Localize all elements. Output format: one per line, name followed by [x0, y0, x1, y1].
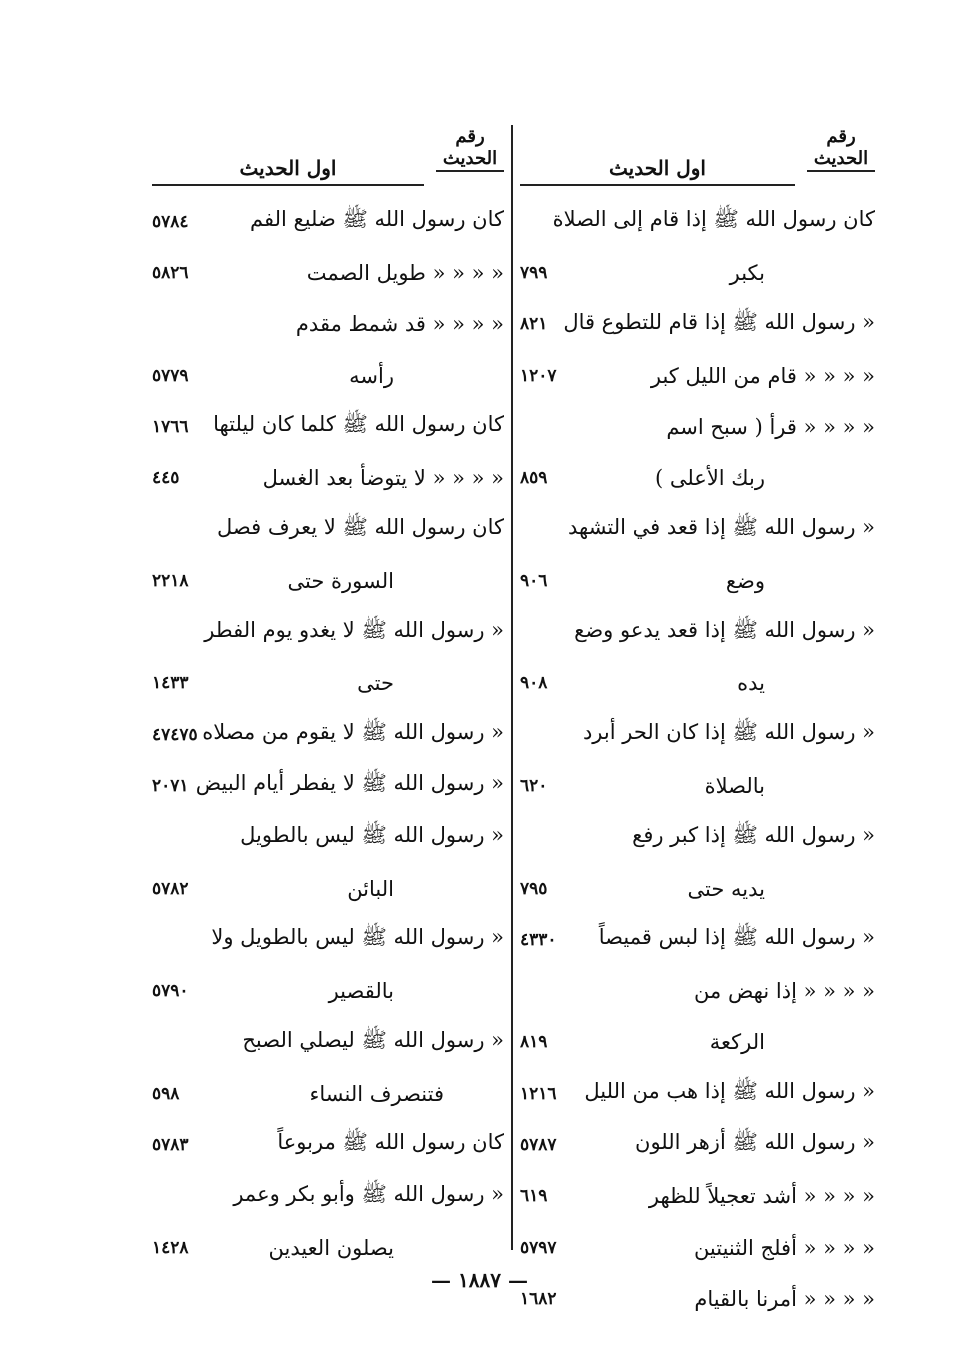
index-row — [520, 1068, 875, 1119]
hadith-opening-text: فتنصرف النساء — [309, 1081, 444, 1106]
page-number: — ١٨٨٧ — — [431, 1268, 528, 1292]
hadith-opening-text: الركعة — [709, 1030, 765, 1055]
hadith-number: ٨١٩ — [520, 1032, 548, 1053]
hadith-opening-text: « رسول الله ﷺ إذا لبس قميصاً — [598, 925, 875, 950]
hadith-opening-text: « « « « لا يتوضأ بعد الغسل — [262, 466, 504, 491]
index-row — [152, 1222, 504, 1273]
index-row — [520, 1171, 875, 1222]
index-row — [152, 606, 504, 657]
hadith-number: ٧٩٩ — [520, 262, 548, 283]
hadith-number: ٥٧٩٧ — [520, 1237, 557, 1258]
hadith-number: ٥٧٨٢ — [152, 878, 189, 899]
index-row — [520, 914, 875, 965]
index-row — [520, 196, 875, 247]
hadith-number: ١٢١٦ — [520, 1083, 557, 1104]
hadith-opening-text: « رسول الله ﷺ ليس بالطويل — [240, 822, 504, 847]
hadith-opening-text: البائن — [347, 876, 394, 901]
index-row — [520, 555, 875, 606]
hadith-number: ١٧٦٦ — [152, 416, 189, 437]
index-row — [152, 401, 504, 452]
hadith-opening-text: ربك الأعلى ) — [654, 466, 765, 491]
hadith-opening-text: « رسول الله ﷺ وأبو بكر وعمر — [233, 1181, 504, 1206]
index-row — [152, 1017, 504, 1068]
index-row — [520, 401, 875, 452]
hadith-opening-text: « رسول الله ﷺ ليس بالطويل ولا — [211, 925, 504, 950]
hadith-opening-text: « « « « قرأ ( سبح اسم — [666, 414, 875, 439]
hadith-number: ٩٠٦ — [520, 570, 548, 591]
index-row — [520, 606, 875, 657]
hadith-opening-text: بالقصير — [328, 979, 394, 1004]
index-row — [152, 914, 504, 965]
index-row — [152, 196, 504, 247]
index-row — [520, 812, 875, 863]
hadith-opening-text: السورة حتى — [287, 568, 394, 593]
hadith-opening-text: « رسول الله ﷺ إذا قعد في التشهد — [568, 514, 875, 539]
hadith-opening-text: يده — [737, 671, 765, 696]
hadith-opening-text: كان رسول الله ﷺ مربوعاً — [277, 1130, 504, 1155]
index-row — [152, 965, 504, 1016]
hadith-opening-text: بكبر — [729, 260, 765, 285]
hadith-opening-text: « رسول الله ﷺ إذا كان الحر أبرد — [582, 720, 875, 745]
hadith-opening-text: « « « « أمرنا بالقيام — [694, 1286, 875, 1311]
hadith-opening-text: « رسول الله ﷺ إذا هب من الليل — [584, 1079, 875, 1104]
hadith-opening-text: « رسول الله ﷺ لا يقوم من مصلاه — [202, 720, 504, 745]
index-row — [520, 299, 875, 350]
hadith-heading: اول الحديث — [152, 156, 424, 186]
index-row — [152, 350, 504, 401]
hadith-number: ٢٢١٨ — [152, 570, 189, 591]
hadith-opening-text: يصلون العيدين — [268, 1235, 394, 1260]
hadith-opening-text: بالصلاة — [704, 773, 765, 798]
hadith-opening-text: « رسول الله ﷺ أزهر اللون — [635, 1130, 875, 1155]
index-row — [152, 812, 504, 863]
index-row — [152, 1171, 504, 1222]
hadith-number: ٤٤٥ — [152, 468, 180, 489]
right-column — [520, 118, 875, 1325]
hadith-number: ٨٥٩ — [520, 468, 548, 489]
index-row — [520, 504, 875, 555]
index-row — [520, 1119, 875, 1170]
hadith-opening-text: « « « « قد شمط مقدم — [295, 312, 504, 337]
hadith-number: ٥٩٨ — [152, 1083, 180, 1104]
index-row — [152, 247, 504, 298]
index-row — [152, 1068, 504, 1119]
hadith-number: ١٦٨٢ — [520, 1288, 557, 1309]
index-row — [520, 709, 875, 760]
index-row — [520, 1017, 875, 1068]
hadith-number: ٩٠٨ — [520, 673, 548, 694]
index-row — [152, 504, 504, 555]
right-rows — [520, 196, 875, 1325]
hadith-opening-text: « « « « قام من الليل كبر — [650, 363, 875, 388]
number-heading-line1: رقم — [455, 126, 485, 147]
index-row — [152, 863, 504, 914]
column-header — [152, 118, 504, 196]
column-divider — [511, 125, 513, 1250]
index-row — [520, 350, 875, 401]
hadith-number: ٦١٩ — [520, 1186, 548, 1207]
hadith-opening-text: « « « « إذا نهض من — [694, 979, 875, 1004]
hadith-number: ٧٩٥ — [520, 878, 548, 899]
index-row — [520, 965, 875, 1016]
number-heading-line1: رقم — [826, 126, 856, 147]
hadith-opening-text: « رسول الله ﷺ لا يفطر أيام البيض — [195, 771, 504, 796]
index-row — [152, 760, 504, 811]
index-row — [520, 452, 875, 503]
index-row — [520, 863, 875, 914]
left-rows — [152, 196, 504, 1273]
index-row — [520, 760, 875, 811]
hadith-opening-text: « رسول الله ﷺ إذا كبر رفع — [632, 822, 875, 847]
hadith-opening-text: « « « « أشد تعجيلاً للظهر — [648, 1184, 875, 1209]
hadith-opening-text: كان رسول الله ﷺ إذا قام إلى الصلاة — [552, 207, 875, 232]
index-row — [152, 299, 504, 350]
hadith-opening-text: رأسه — [349, 363, 394, 388]
hadith-number: ٥٧٧٩ — [152, 365, 189, 386]
hadith-number: ٤٧٤٧٥ — [152, 724, 198, 745]
hadith-number: ٢٠٧١ — [152, 775, 189, 796]
index-row — [152, 1119, 504, 1170]
hadith-number: ٥٧٨٣ — [152, 1134, 189, 1155]
hadith-number: ٥٨٢٦ — [152, 262, 189, 283]
hadith-opening-text: « رسول الله ﷺ إذا قعد يدعو وضع — [574, 617, 875, 642]
hadith-opening-text: « رسول الله ﷺ لا يغدو يوم الفطر — [204, 617, 504, 642]
hadith-opening-text: حتى — [357, 671, 394, 696]
index-row — [152, 709, 504, 760]
index-row — [520, 1222, 875, 1273]
index-row — [520, 247, 875, 298]
number-heading-line2: الحديث — [807, 148, 875, 172]
hadith-opening-text: « رسول الله ﷺ إذا قام للتطوع قال — [563, 309, 875, 334]
hadith-opening-text: وضع — [725, 568, 765, 593]
hadith-number: ٤٣٣٠ — [520, 929, 557, 950]
hadith-number: ٥٧٨٧ — [520, 1134, 557, 1155]
hadith-heading: اول الحديث — [520, 156, 795, 186]
hadith-number: ٨٢١ — [520, 314, 548, 335]
number-heading — [807, 126, 875, 172]
index-row — [152, 555, 504, 606]
hadith-number: ٦٢٠ — [520, 775, 548, 796]
index-row — [152, 658, 504, 709]
hadith-number: ٥٧٨٤ — [152, 211, 189, 232]
hadith-opening-text: يديه حتى — [687, 876, 765, 901]
column-header — [520, 118, 875, 196]
hadith-opening-text: كان رسول الله ﷺ لا يعرف فصل — [217, 514, 504, 539]
hadith-opening-text: « « « « أفلج الثنيتين — [693, 1235, 875, 1260]
number-heading — [436, 126, 504, 172]
hadith-number: ١٢٠٧ — [520, 365, 557, 386]
hadith-number: ١٤٣٣ — [152, 673, 189, 694]
hadith-opening-text: « « « « طويل الصمت — [306, 260, 504, 285]
number-heading-line2: الحديث — [436, 148, 504, 172]
hadith-opening-text: كان رسول الله ﷺ ضليع الفم — [250, 207, 504, 232]
hadith-number: ٥٧٩٠ — [152, 981, 189, 1002]
left-column — [152, 118, 504, 1273]
hadith-opening-text: « رسول الله ﷺ ليصلي الصبح — [242, 1027, 504, 1052]
index-row — [520, 658, 875, 709]
index-row — [152, 452, 504, 503]
hadith-opening-text: كان رسول الله ﷺ كلما كان ليلتها — [213, 412, 504, 437]
hadith-number: ١٤٢٨ — [152, 1237, 189, 1258]
